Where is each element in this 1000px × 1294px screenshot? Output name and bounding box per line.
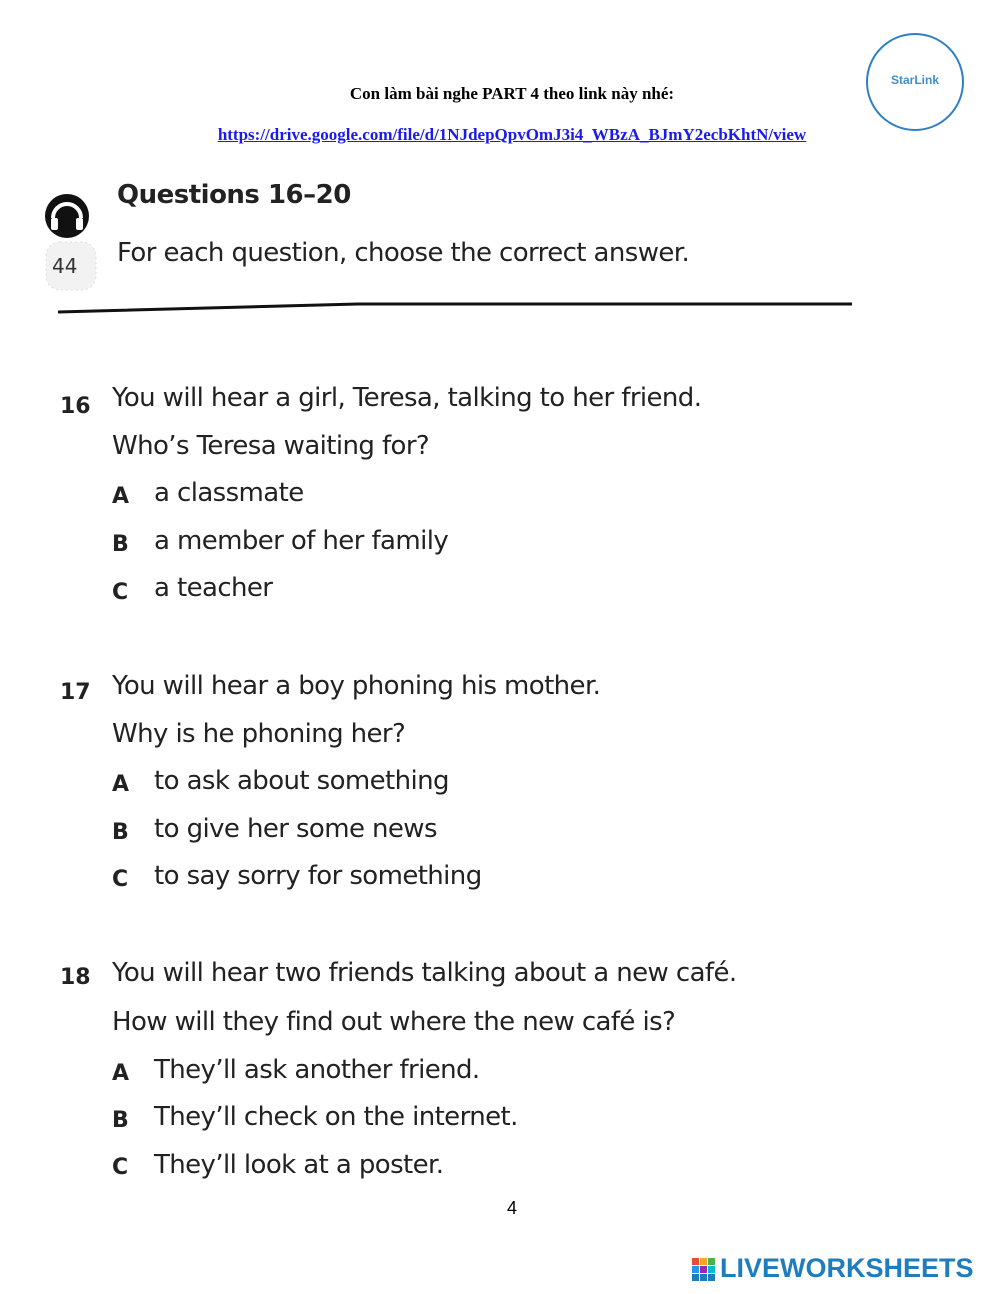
option-text[interactable]: to give her some news <box>154 814 437 844</box>
starlink-logo-text: StarLink <box>890 73 939 87</box>
intro-text: Con làm bài nghe PART 4 theo link này nhé: <box>349 84 675 103</box>
option-text[interactable]: to say sorry for something <box>154 861 482 891</box>
option-letter[interactable]: A <box>112 484 130 509</box>
option-text[interactable]: a teacher <box>154 573 273 603</box>
option-letter[interactable]: B <box>112 532 129 557</box>
question-text: How will they find out where the new café is? <box>112 1007 676 1037</box>
page-number: 4 <box>506 1198 517 1218</box>
question-text: Who’s Teresa waiting for? <box>112 431 430 461</box>
option-text[interactable]: a classmate <box>154 478 304 508</box>
option-letter[interactable]: C <box>112 1155 129 1180</box>
question-text: Why is he phoning her? <box>112 719 406 749</box>
option-text[interactable]: They’ll look at a poster. <box>154 1150 444 1180</box>
option-text[interactable]: They’ll ask another friend. <box>154 1055 480 1085</box>
section-divider <box>58 296 852 316</box>
question-number: 16 <box>60 394 91 419</box>
question-number: 18 <box>60 965 91 990</box>
option-text[interactable]: to ask about something <box>154 766 449 796</box>
question-context: You will hear two friends talking about a new café. <box>112 958 737 988</box>
option-text[interactable]: They’ll check on the internet. <box>154 1102 518 1132</box>
option-letter[interactable]: B <box>112 820 129 845</box>
liveworksheets-brand[interactable]: LIVEWORKSHEETS <box>720 1253 974 1283</box>
option-letter[interactable]: C <box>112 867 129 892</box>
section-title: Questions 16–20 <box>117 180 351 210</box>
liveworksheets-icon <box>692 1258 716 1282</box>
option-letter[interactable]: C <box>112 580 129 605</box>
track-number: 44 <box>52 254 78 278</box>
question-context: You will hear a girl, Teresa, talking to her friend. <box>112 383 702 413</box>
option-letter[interactable]: B <box>112 1108 129 1133</box>
section-instruction: For each question, choose the correct answer. <box>117 238 690 268</box>
audio-link[interactable]: https://drive.google.com/file/d/1NJdepQpvOmJ3i4_WBzA_BJmY2ecbKhtN/view <box>217 125 807 144</box>
option-letter[interactable]: A <box>112 772 130 797</box>
question-context: You will hear a boy phoning his mother. <box>112 671 601 701</box>
question-number: 17 <box>60 680 91 705</box>
option-text[interactable]: a member of her family <box>154 526 449 556</box>
option-letter[interactable]: A <box>112 1061 130 1086</box>
